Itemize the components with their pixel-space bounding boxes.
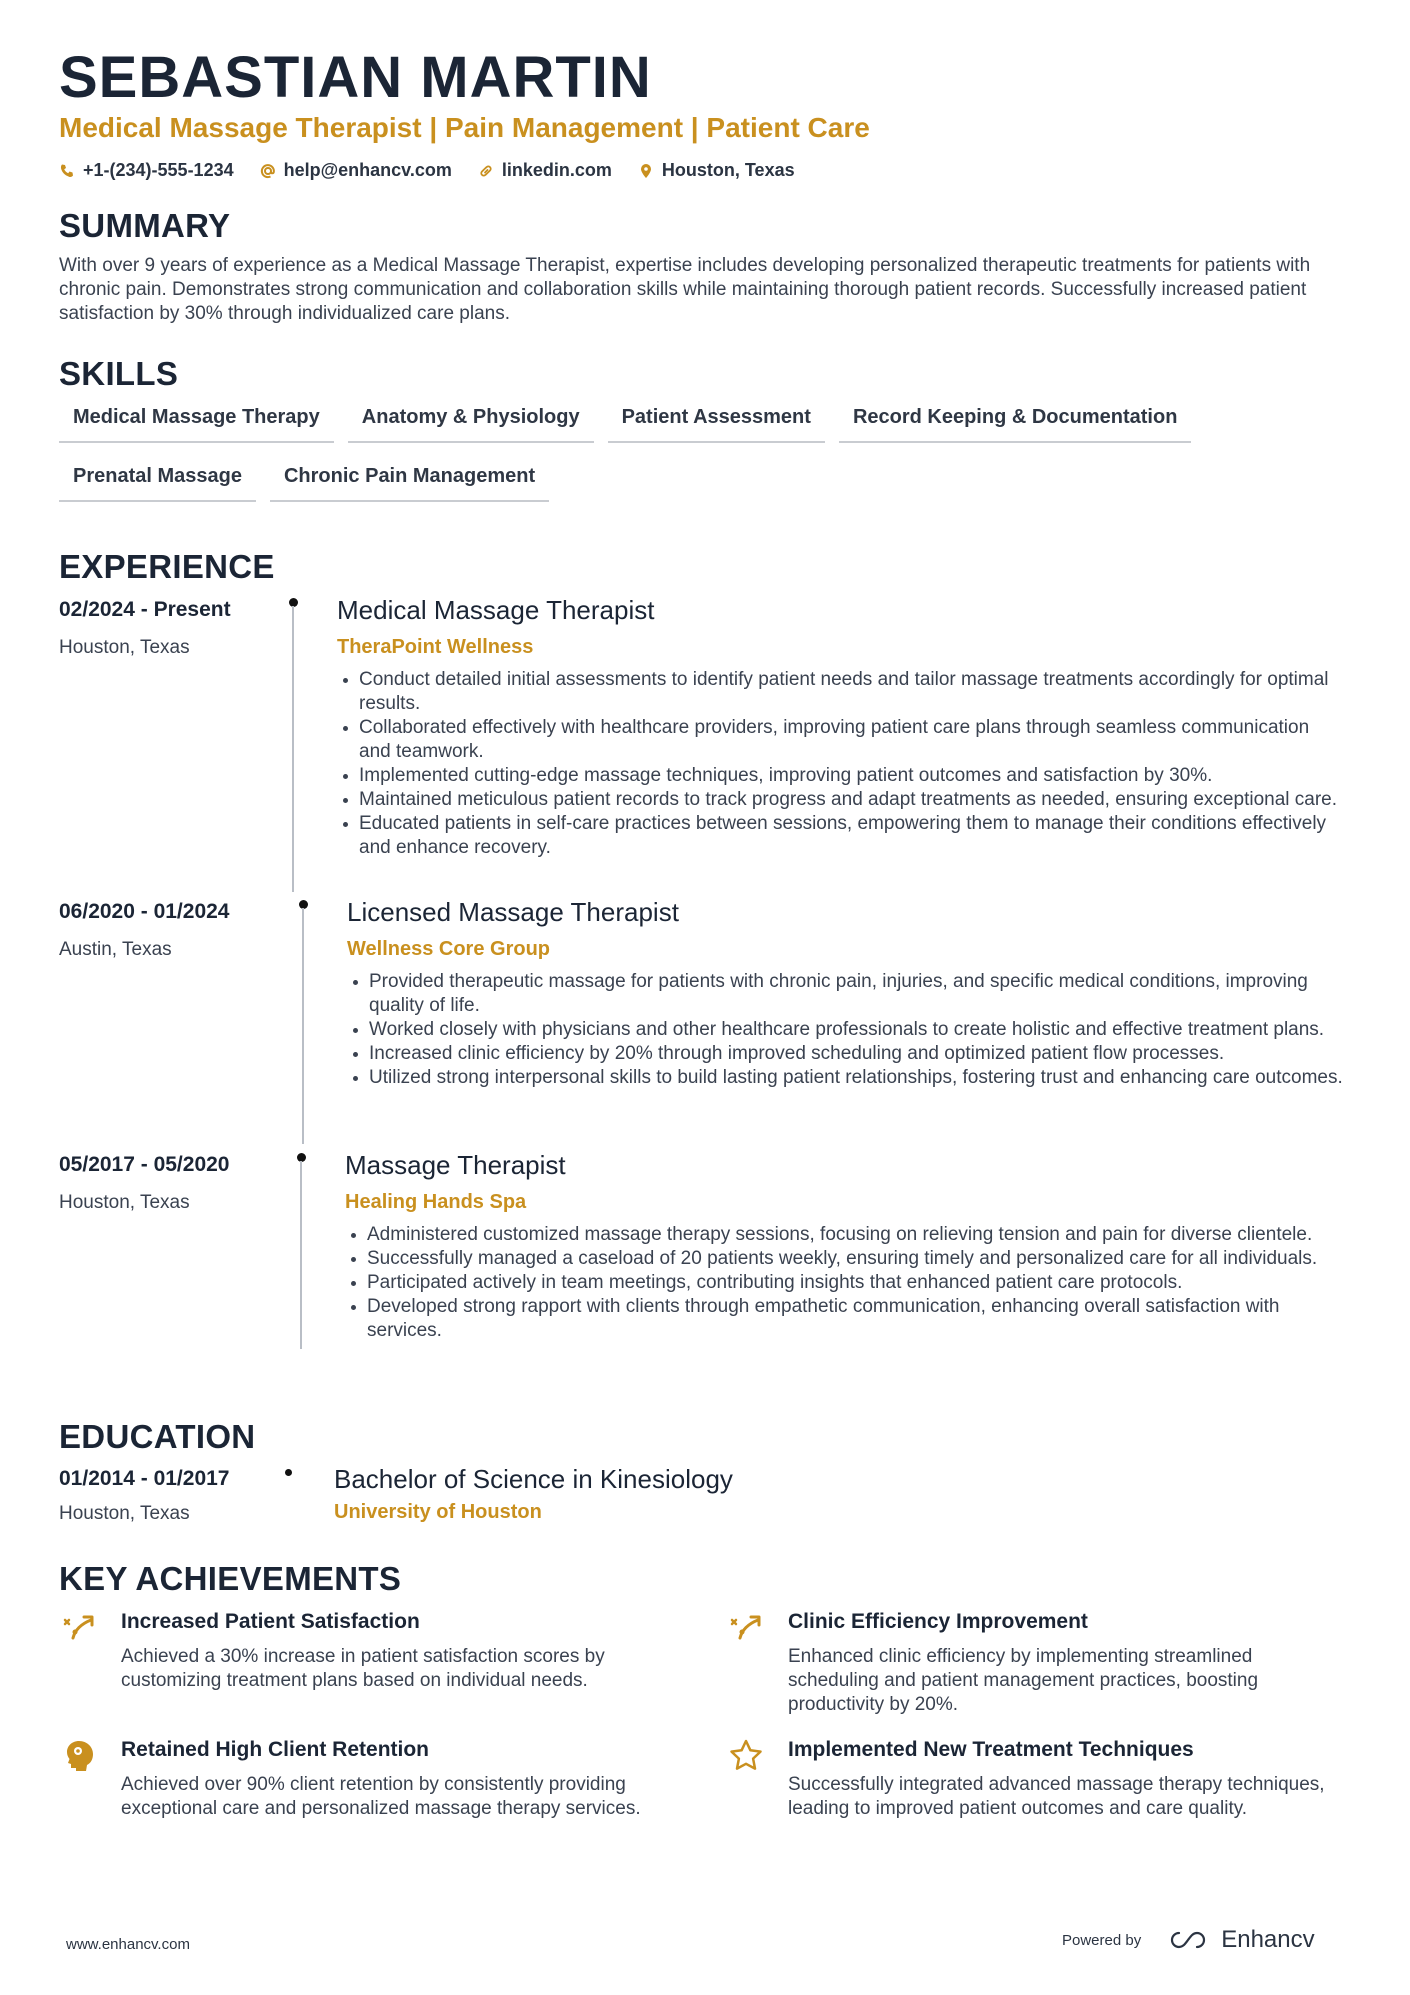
contact-phone[interactable] bbox=[59, 160, 234, 181]
summary-title: SUMMARY bbox=[59, 207, 231, 244]
experience-bullet: Collaborated effectively with healthcare providers, improving patient care plans through seamless communication and teamwork. bbox=[337, 716, 1337, 764]
footer-website[interactable]: www.enhancv.com bbox=[66, 1936, 190, 1953]
experience-role: Licensed Massage Therapist bbox=[347, 897, 679, 927]
phone-icon bbox=[59, 163, 75, 179]
achievement-item bbox=[728, 1610, 1328, 1720]
trending-arrow-icon bbox=[61, 1610, 97, 1646]
achievement-text: Enhanced clinic efficiency by implementing streamlined scheduling and patient management practices, boosting productivity by 20%. bbox=[788, 1646, 1259, 1715]
experience-bullet: Increased clinic efficiency by 20% through improved scheduling and optimized patient flow processes. bbox=[347, 1042, 1347, 1066]
experience-bullets bbox=[337, 668, 1337, 860]
experience-bullet: Participated actively in team meetings, contributing insights that enhanced patient care protocols. bbox=[345, 1271, 1345, 1295]
experience-bullet: Utilized strong interpersonal skills to build lasting patient relationships, fostering trust and enhancing care outcomes. bbox=[347, 1066, 1347, 1090]
experience-bullet: Conduct detailed initial assessments to identify patient needs and tailor massage treatments accordingly for optimal results. bbox=[337, 668, 1337, 716]
experience-bullet: Maintained meticulous patient records to track progress and adapt treatments as needed, ensuring exceptional care. bbox=[337, 788, 1337, 812]
experience-bullet: Worked closely with physicians and other healthcare professionals to create holistic and effective treatment plans. bbox=[347, 1018, 1347, 1042]
experience-role: Massage Therapist bbox=[345, 1150, 566, 1180]
achievement-item bbox=[61, 1738, 661, 1828]
experience-location: Houston, Texas bbox=[59, 637, 190, 658]
skill-tag: Record Keeping & Documentation bbox=[839, 400, 1191, 443]
skill-tag: Anatomy & Physiology bbox=[348, 400, 594, 443]
achievement-title: Implemented New Treatment Techniques bbox=[788, 1738, 1194, 1761]
achievement-text: Successfully integrated advanced massage therapy techniques, leading to improved patient outcomes and care quality. bbox=[788, 1774, 1325, 1819]
experience-company: TheraPoint Wellness bbox=[337, 636, 534, 658]
phone-text: +1-(234)-555-1234 bbox=[83, 160, 234, 180]
timeline-line bbox=[302, 908, 304, 1144]
skill-tag: Chronic Pain Management bbox=[270, 459, 549, 502]
experience-location: Houston, Texas bbox=[59, 1192, 190, 1213]
experience-bullets bbox=[347, 970, 1347, 1090]
experience-location: Austin, Texas bbox=[59, 939, 172, 960]
location-text: Houston, Texas bbox=[661, 160, 795, 180]
timeline-line bbox=[292, 606, 294, 892]
experience-bullet: Provided therapeutic massage for patients with chronic pain, injuries, and specific medical conditions, improving quality of life. bbox=[347, 970, 1347, 1018]
email-text: help@enhancv.com bbox=[283, 160, 452, 180]
education-degree: Bachelor of Science in Kinesiology bbox=[334, 1464, 733, 1494]
location-pin-icon bbox=[638, 163, 654, 179]
link-icon bbox=[478, 163, 494, 179]
achievement-item bbox=[61, 1610, 661, 1710]
brand-name: Enhancv bbox=[1221, 1926, 1315, 1953]
experience-entry bbox=[59, 595, 1359, 898]
education-entry bbox=[59, 1464, 1359, 1527]
experience-bullet: Implemented cutting-edge massage techniques, improving patient outcomes and satisfaction by 30%. bbox=[337, 764, 1337, 788]
achievements-title: KEY ACHIEVEMENTS bbox=[59, 1560, 402, 1597]
timeline-dot bbox=[285, 1469, 292, 1476]
experience-company: Healing Hands Spa bbox=[345, 1191, 527, 1213]
skills-row bbox=[59, 459, 1349, 502]
experience-date: 02/2024 - Present bbox=[59, 598, 231, 621]
education-title: EDUCATION bbox=[59, 1418, 256, 1455]
skill-tag: Medical Massage Therapy bbox=[59, 400, 334, 443]
experience-bullet: Successfully managed a caseload of 20 patients weekly, ensuring timely and personalized care for all individuals. bbox=[345, 1247, 1345, 1271]
achievement-title: Clinic Efficiency Improvement bbox=[788, 1610, 1088, 1633]
experience-bullet: Developed strong rapport with clients through empathetic communication, enhancing overall satisfaction with services. bbox=[345, 1295, 1345, 1343]
candidate-name: SEBASTIAN MARTIN bbox=[59, 45, 652, 110]
experience-role: Medical Massage Therapist bbox=[337, 595, 655, 625]
experience-date: 06/2020 - 01/2024 bbox=[59, 900, 230, 923]
head-brain-icon bbox=[61, 1738, 97, 1774]
skills-title: SKILLS bbox=[59, 355, 179, 392]
timeline-line bbox=[300, 1161, 302, 1349]
powered-by-label: Powered by bbox=[1062, 1931, 1142, 1949]
skill-tag: Prenatal Massage bbox=[59, 459, 256, 502]
star-icon bbox=[728, 1738, 764, 1774]
skills-list bbox=[59, 400, 1349, 518]
experience-bullets bbox=[345, 1223, 1345, 1343]
experience-entry bbox=[59, 1150, 1359, 1403]
education-location: Houston, Texas bbox=[59, 1503, 190, 1524]
trending-arrow-icon bbox=[728, 1610, 764, 1646]
achievement-text: Achieved a 30% increase in patient satisfaction scores by customizing treatment plans based on individual needs. bbox=[121, 1646, 605, 1691]
experience-date: 05/2017 - 05/2020 bbox=[59, 1153, 230, 1176]
experience-entry bbox=[59, 897, 1359, 1150]
education-date: 01/2014 - 01/2017 bbox=[59, 1467, 230, 1490]
experience-title: EXPERIENCE bbox=[59, 548, 275, 585]
linkedin-text: linkedin.com bbox=[501, 160, 612, 180]
contact-bar bbox=[59, 160, 795, 181]
experience-bullet: Administered customized massage therapy sessions, focusing on relieving tension and pain for diverse clientele. bbox=[345, 1223, 1345, 1247]
brand-logo[interactable] bbox=[1167, 1926, 1314, 1954]
skills-row bbox=[59, 400, 1349, 443]
headline: Medical Massage Therapist | Pain Management | Patient Care bbox=[59, 112, 870, 143]
enhancv-logo-icon bbox=[1167, 1929, 1213, 1951]
achievement-text: Achieved over 90% client retention by consistently providing exceptional care and personalized massage therapy services. bbox=[121, 1774, 641, 1819]
experience-company: Wellness Core Group bbox=[347, 938, 551, 960]
contact-email[interactable] bbox=[260, 160, 452, 181]
contact-linkedin[interactable] bbox=[478, 160, 612, 181]
footer-branding bbox=[1062, 1926, 1315, 1954]
contact-location bbox=[638, 160, 795, 181]
summary-text: With over 9 years of experience as a Medical Massage Therapist, expertise includes developing personalized therapeutic treatments for patients with chronic pain. Demonstrates strong communication and collaboration skills while maintaining thorough patient records. Successfully increased patient satisfaction by 30% through individualized care plans. bbox=[59, 255, 1311, 324]
experience-bullet: Educated patients in self-care practices between sessions, empowering them to manage their conditions effectively and enhance recovery. bbox=[337, 812, 1337, 860]
achievement-item bbox=[728, 1738, 1328, 1848]
education-school: University of Houston bbox=[334, 1501, 542, 1523]
at-icon bbox=[260, 163, 276, 179]
skill-tag: Patient Assessment bbox=[608, 400, 825, 443]
achievement-title: Increased Patient Satisfaction bbox=[121, 1610, 420, 1633]
achievement-title: Retained High Client Retention bbox=[121, 1738, 430, 1761]
